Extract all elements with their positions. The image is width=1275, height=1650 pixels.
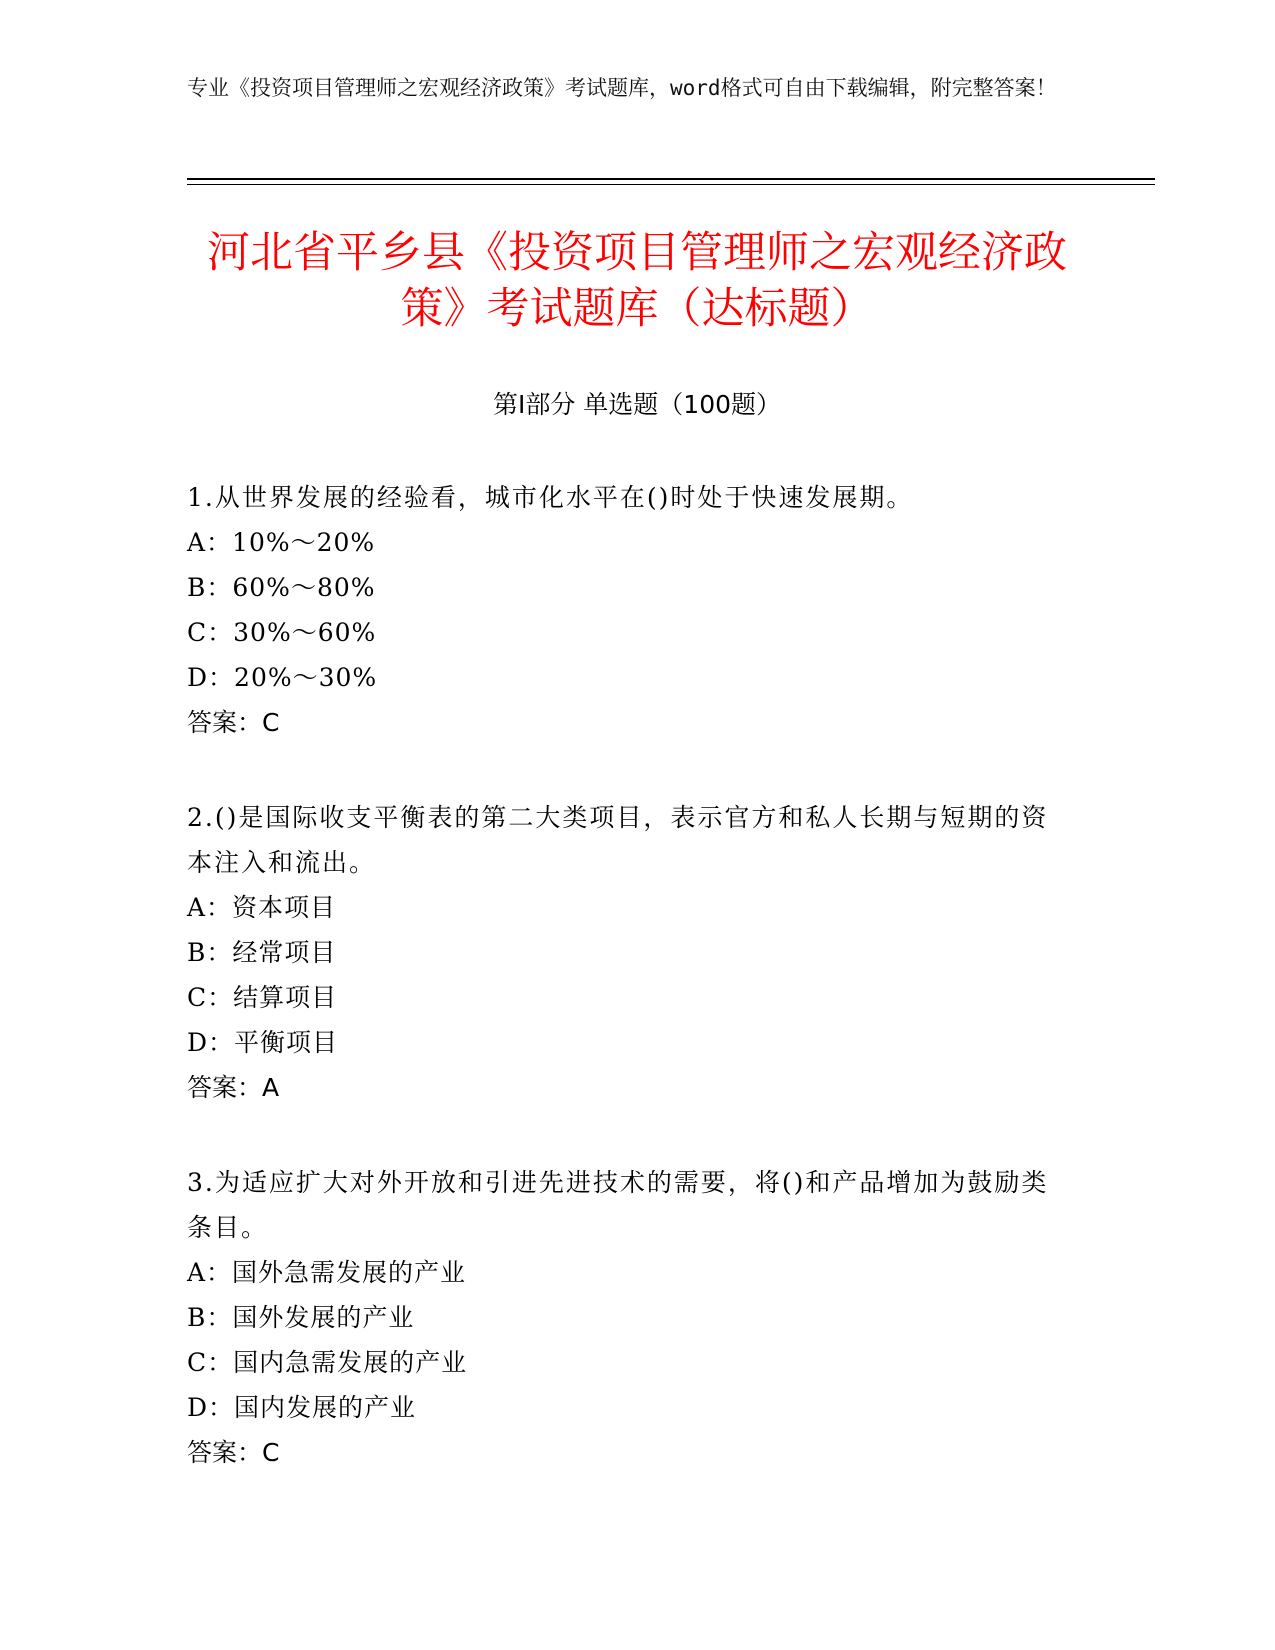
question-answer: 答案：C	[187, 708, 280, 737]
header-divider-thick	[187, 178, 1155, 180]
section-title: 第Ⅰ部分 单选题（100题）	[492, 390, 782, 419]
question-option: A：资本项目	[187, 893, 337, 922]
question-option: B：60%～80%	[187, 573, 376, 602]
question-option: A：国外急需发展的产业	[187, 1258, 467, 1287]
question-option: B：国外发展的产业	[187, 1303, 415, 1332]
question-list	[187, 475, 1067, 1525]
question-option: B：经常项目	[187, 938, 337, 967]
question-option: D：国内发展的产业	[187, 1393, 417, 1422]
document-title: 河北省平乡县《投资项目管理师之宏观经济政策》考试题库（达标题）	[207, 228, 1067, 334]
question-option: D：20%～30%	[187, 663, 378, 692]
question-answer: 答案：A	[187, 1073, 280, 1102]
question-option: A：10%～20%	[187, 528, 376, 557]
question-stem: 1.从世界发展的经验看，城市化水平在()时处于快速发展期。	[187, 483, 914, 512]
question-option: D：平衡项目	[187, 1028, 339, 1057]
question-item	[187, 795, 1067, 1110]
question-stem: 3.为适应扩大对外开放和引进先进技术的需要，将()和产品增加为鼓励类条目。	[187, 1168, 1049, 1242]
question-item	[187, 475, 1067, 745]
header-divider-thin	[187, 184, 1155, 185]
question-item	[187, 1160, 1067, 1475]
question-option: C：结算项目	[187, 983, 338, 1012]
question-answer: 答案：C	[187, 1438, 280, 1467]
question-option: C：30%～60%	[187, 618, 377, 647]
question-option: C：国内急需发展的产业	[187, 1348, 468, 1377]
question-stem: 2.()是国际收支平衡表的第二大类项目，表示官方和私人长期与短期的资本注入和流出。	[187, 803, 1049, 877]
header-note: 专业《投资项目管理师之宏观经济政策》考试题库，word格式可自由下载编辑，附完整答案！	[187, 76, 1057, 100]
